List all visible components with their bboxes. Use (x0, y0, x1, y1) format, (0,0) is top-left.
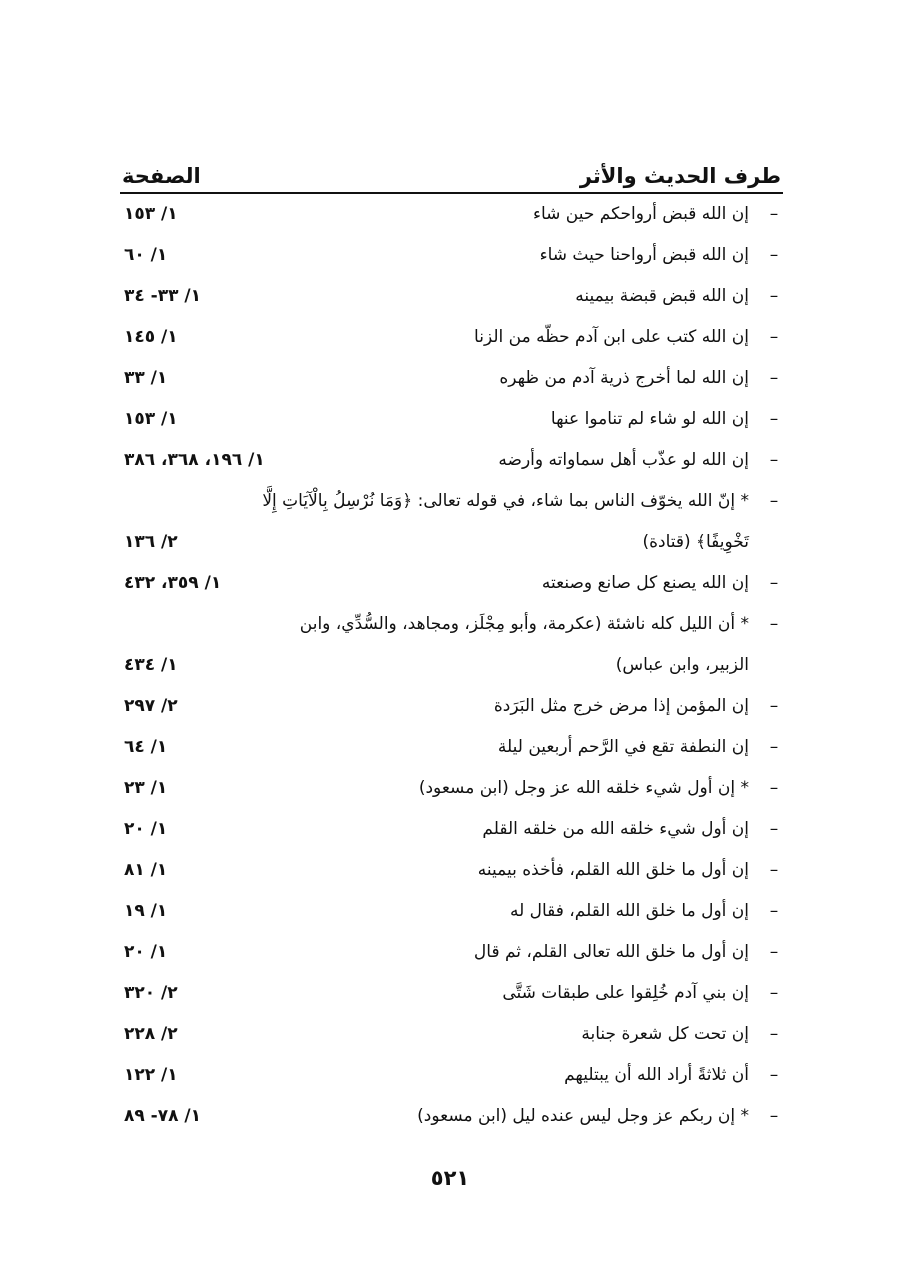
list-item (120, 276, 783, 317)
entry-dash: – (769, 614, 779, 634)
page-number: ٥٢١ (430, 1166, 470, 1190)
list-item (120, 481, 783, 563)
entry-page-ref: ١/ ٦٠ (124, 245, 168, 265)
entry-dash: – (769, 327, 779, 347)
entry-page-ref: ٢/ ١٣٦ (124, 532, 178, 552)
entry-text: * إن ربكم عز وجل ليس عنده ليل (ابن مسعود) (417, 1106, 749, 1126)
entry-page-ref: ١/ ٣٣- ٣٤ (124, 286, 202, 306)
entry-dash: – (769, 942, 779, 962)
entry-dash: – (769, 1065, 779, 1085)
entry-text: إن الله قبض أرواحكم حين شاء (532, 204, 749, 224)
entry-text-line-1: * إنّ الله يخوّف الناس بما شاء، في قوله تعالى: ﴿وَمَا نُرْسِلُ بِالْآيَاتِ إِلَّا (262, 491, 749, 511)
entry-page-ref: ١/ ٣٣ (124, 368, 168, 388)
header-title: طرف الحديث والأثر (579, 164, 781, 188)
list-item (120, 194, 783, 235)
entry-page-ref: ١/ ١٥٣ (124, 204, 178, 224)
entry-text: إن النطفة تقع في الرَّحم أربعين ليلة (497, 737, 749, 757)
entry-page-ref: ١/ ٦٤ (124, 737, 168, 757)
entry-text: إن أول ما خلق الله القلم، فأخذه بيمينه (477, 860, 749, 880)
entry-dash: – (769, 245, 779, 265)
entry-text (120, 481, 783, 563)
entry-dash: – (769, 409, 779, 429)
entry-page-ref: ١/ ٢٠ (124, 819, 168, 839)
list-item (120, 809, 783, 850)
list-item (120, 686, 783, 727)
list-item (120, 1014, 783, 1055)
entry-dash: – (769, 901, 779, 921)
entry-page-ref: ١/ ١٢٢ (124, 1065, 178, 1085)
entry-text-line-2: الزبير، وابن عباس) (615, 655, 749, 675)
entry-dash: – (769, 1106, 779, 1126)
entry-text: إن المؤمن إذا مرض خرج مثل البَرَدة (493, 696, 749, 716)
entry-page-ref: ٢/ ٣٢٠ (124, 983, 178, 1003)
entry-dash: – (769, 983, 779, 1003)
entry-list (120, 194, 783, 1137)
header-page-column: الصفحة (122, 164, 201, 188)
entry-text: إن أول ما خلق الله تعالى القلم، ثم قال (473, 942, 749, 962)
list-item (120, 768, 783, 809)
entry-dash: – (769, 737, 779, 757)
list-item (120, 932, 783, 973)
entry-text: إن الله لو شاء لم تناموا عنها (550, 409, 749, 429)
list-item (120, 1055, 783, 1096)
entry-dash: – (769, 368, 779, 388)
entry-text: إن الله لو عذّب أهل سماواته وأرضه (498, 450, 749, 470)
entry-text: أن ثلاثةً أراد الله أن يبتليهم (564, 1065, 749, 1085)
entry-text: إن أول ما خلق الله القلم، فقال له (509, 901, 749, 921)
entry-text (120, 604, 783, 686)
entry-page-ref: ١/ ٢٠ (124, 942, 168, 962)
entry-dash: – (769, 573, 779, 593)
entry-dash: – (769, 696, 779, 716)
entry-page-ref: ١/ ١٤٥ (124, 327, 178, 347)
entry-text: * إن أول شيء خلقه الله عز وجل (ابن مسعود) (418, 778, 749, 798)
entry-text: إن الله قبض أرواحنا حيث شاء (539, 245, 749, 265)
index-page (120, 150, 783, 1137)
entry-text: إن الله قبض قبضة بيمينه (575, 286, 749, 306)
index-header (120, 150, 783, 194)
list-item (120, 440, 783, 481)
list-item (120, 399, 783, 440)
entry-page-ref: ١/ ٨١ (124, 860, 168, 880)
entry-page-ref: ٢/ ٢٢٨ (124, 1024, 178, 1044)
list-item (120, 604, 783, 686)
entry-text: إن الله يصنع كل صانع وصنعته (541, 573, 749, 593)
entry-text: إن الله لما أخرج ذرية آدم من ظهره (499, 368, 749, 388)
list-item (120, 358, 783, 399)
list-item (120, 563, 783, 604)
entry-dash: – (769, 204, 779, 224)
entry-page-ref: ١/ ٧٨- ٨٩ (124, 1106, 202, 1126)
entry-text: إن أول شيء خلقه الله من خلقه القلم (482, 819, 749, 839)
entry-page-ref: ١/ ٣٥٩، ٤٣٢ (124, 573, 222, 593)
entry-dash: – (769, 491, 779, 511)
list-item (120, 727, 783, 768)
entry-dash: – (769, 1024, 779, 1044)
list-item (120, 850, 783, 891)
entry-dash: – (769, 819, 779, 839)
entry-page-ref: ١/ ١٥٣ (124, 409, 178, 429)
entry-text: إن الله كتب على ابن آدم حظّه من الزنا (474, 327, 749, 347)
entry-page-ref: ١/ ٢٣ (124, 778, 168, 798)
list-item (120, 973, 783, 1014)
list-item (120, 891, 783, 932)
entry-text-line-1: * أن الليل كله ناشئة (عكرمة، وأبو مِجْلَز، ومجاهد، والسُّدِّي، وابن (299, 614, 749, 634)
entry-text: إن بني آدم خُلِقوا على طبقات شَتَّى (502, 983, 749, 1003)
entry-page-ref: ١/ ١٩ (124, 901, 168, 921)
list-item (120, 317, 783, 358)
entry-text: إن تحت كل شعرة جنابة (581, 1024, 749, 1044)
entry-dash: – (769, 778, 779, 798)
entry-text-line-2: تَخْوِيفًا﴾ (قتادة) (642, 532, 749, 552)
list-item (120, 1096, 783, 1137)
list-item (120, 235, 783, 276)
entry-dash: – (769, 450, 779, 470)
entry-page-ref: ١/ ١٩٦، ٣٦٨، ٣٨٦ (124, 450, 265, 470)
entry-dash: – (769, 286, 779, 306)
entry-dash: – (769, 860, 779, 880)
entry-page-ref: ٢/ ٢٩٧ (124, 696, 178, 716)
entry-page-ref: ١/ ٤٣٤ (124, 655, 178, 675)
